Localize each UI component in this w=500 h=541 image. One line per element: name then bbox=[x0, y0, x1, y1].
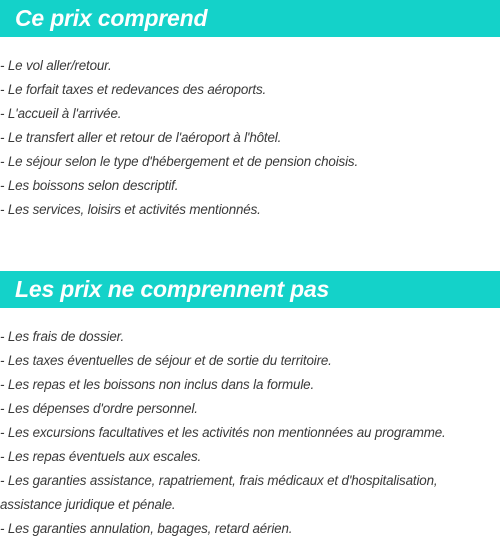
included-section-header bbox=[0, 0, 500, 37]
included-section-title: Ce prix comprend bbox=[15, 5, 208, 31]
included-item: - Le séjour selon le type d'hébergement et de pension choisis. bbox=[0, 154, 359, 169]
excluded-items-list bbox=[0, 325, 500, 541]
excluded-item: - Les dépenses d'ordre personnel. bbox=[0, 401, 198, 416]
included-item: - Les services, loisirs et activités mentionnés. bbox=[0, 202, 261, 217]
excluded-section-header bbox=[0, 271, 500, 308]
included-item: - Le transfert aller et retour de l'aéroport à l'hôtel. bbox=[0, 130, 282, 145]
excluded-item: - Les taxes éventuelles de séjour et de sortie du territoire. bbox=[0, 353, 332, 368]
included-item: - L'accueil à l'arrivée. bbox=[0, 106, 122, 121]
excluded-item: - Les excursions facultatives et les activités non mentionnées au programme. bbox=[0, 425, 446, 440]
included-item: - Le forfait taxes et redevances des aéroports. bbox=[0, 82, 267, 97]
excluded-item: - Les repas éventuels aux escales. bbox=[0, 449, 202, 464]
excluded-item: - Les garanties annulation, bagages, retard aérien. bbox=[0, 521, 293, 536]
excluded-item: - Les frais de dossier. bbox=[0, 329, 125, 344]
included-item: - Le vol aller/retour. bbox=[0, 58, 112, 73]
included-item: - Les boissons selon descriptif. bbox=[0, 178, 179, 193]
excluded-item: - Les garanties assistance, rapatriement, frais médicaux et d'hospitalisation, assistance juridique et pénale. bbox=[0, 473, 438, 512]
excluded-item: - Les repas et les boissons non inclus dans la formule. bbox=[0, 377, 315, 392]
excluded-section-title: Les prix ne comprennent pas bbox=[15, 276, 330, 302]
included-items-list bbox=[0, 54, 500, 222]
